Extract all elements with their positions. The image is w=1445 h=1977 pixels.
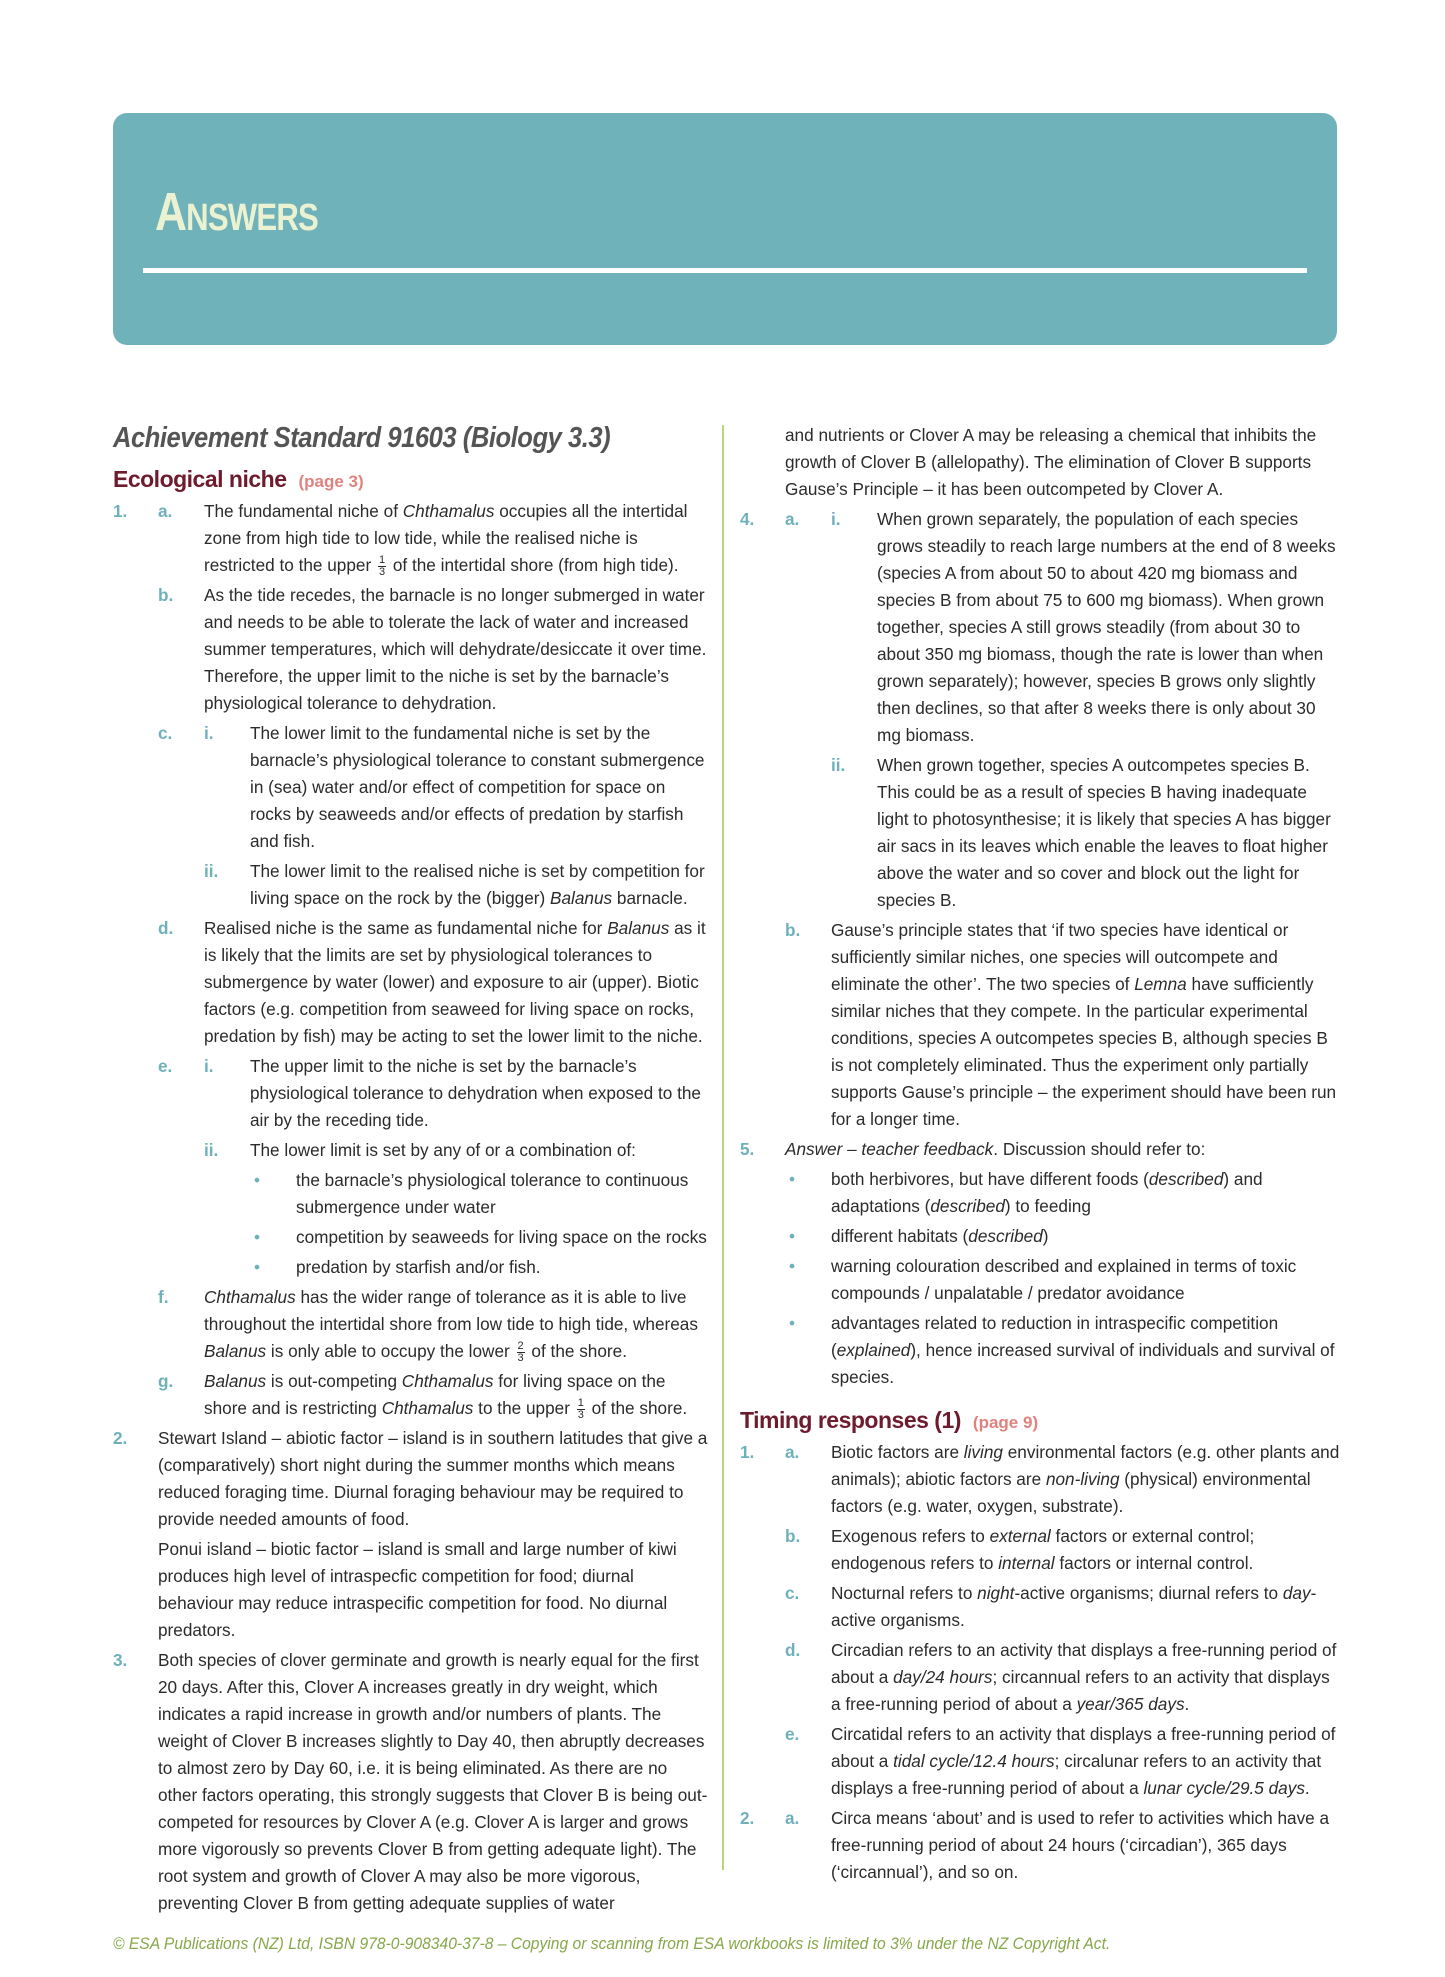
- timing-answer-1a: [740, 1439, 1340, 1520]
- answer-5: [740, 1136, 1340, 1163]
- subpart-label: ii.: [204, 1140, 219, 1160]
- answer-4b: [785, 917, 1340, 1133]
- answer-1d: [158, 915, 711, 1050]
- right-column: [740, 422, 1340, 1889]
- timing-answer-1e: [785, 1721, 1340, 1802]
- page-ref: (page 3): [298, 472, 364, 491]
- question-number: 1.: [740, 1442, 755, 1462]
- standard-title: Achievement Standard 91603 (Biology 3.3): [113, 422, 611, 454]
- answer-text: When grown separately, the population of each species grows steadily to reach large numbers at the end of 8 weeks (species A from about 50 to about 420 mg biomass and species B from about 75 to 600 mg biomass). When grown together, species A still grows steadily (from about 30 to about 350 mg biomass, though the rate is lower than when grown separately); however, species B grows only slightly then declines, so that after 8 weeks there is only about 30 mg biomass.: [877, 509, 1336, 745]
- fraction: $\frac{2}{3}$: [517, 1339, 524, 1364]
- bullet-text: predation by starfish and/or fish.: [296, 1257, 541, 1277]
- answer-1e-i: [158, 1053, 711, 1134]
- answer-text: Nocturnal refers to night-active organisms; diurnal refers to day-active organisms.: [831, 1583, 1317, 1630]
- section-title-ecological-niche: [113, 464, 711, 497]
- answer-text: Circa means ‘about’ and is used to refer to activities which have a free-running period of about 24 hours (‘circadian’), 365 days (‘circannual’), and so on.: [831, 1808, 1330, 1882]
- bullet-item: [785, 1223, 1340, 1250]
- subpart-label: i.: [204, 1056, 214, 1076]
- answer-text: Ponui island – biotic factor – island is small and large number of kiwi produces high level of intraspecfic competition for food; diurnal behaviour may reduce intraspecific competition for food. No diurnal predators.: [158, 1539, 677, 1640]
- bullet-item: [785, 1310, 1340, 1391]
- answer-text: The upper limit to the niche is set by the barnacle’s physiological tolerance to dehydration when exposed to the air by the receding tide.: [250, 1056, 701, 1130]
- part-label: a.: [785, 509, 800, 529]
- answer-text: The fundamental niche of Chthamalus occupies all the intertidal zone from high tide to low tide, while the realised niche is restricted to the upper $\frac{1}{3}$ of the intertidal shore (from high tide).: [204, 501, 688, 578]
- bullet-icon: •: [789, 1226, 796, 1246]
- column-divider: [722, 425, 724, 1870]
- bullet-item: [785, 1166, 1340, 1220]
- answer-text: When grown together, species A outcompetes species B. This could be as a result of species B having inadequate light to photosynthesise; it is likely that species A has bigger air sacs in its leaves which enable the leaves to float higher above the water and so cover and block out the light for species B.: [877, 755, 1331, 910]
- answer-4a-ii: [831, 752, 1340, 914]
- bullet-text: advantages related to reduction in intraspecific competition (explained), hence increased survival of individuals and survival of species.: [831, 1313, 1335, 1387]
- answer-text: Biotic factors are living environmental factors (e.g. other plants and animals); abiotic factors are non-living (physical) environmental factors (e.g. water, oxygen, substrate).: [831, 1442, 1340, 1516]
- answer-text: Stewart Island – abiotic factor – island is in southern latitudes that give a (comparatively) short night during the summer months which means reduced foraging time. Diurnal foraging behaviour may be required to provide needed amounts of food.: [158, 1428, 708, 1529]
- question-number: 3.: [113, 1650, 128, 1670]
- question-number: 4.: [740, 509, 755, 529]
- answer-1c-i: [158, 720, 711, 855]
- part-label: c.: [158, 723, 173, 743]
- part-label: b.: [158, 585, 174, 605]
- answer-text: Realised niche is the same as fundamental niche for Balanus as it is likely that the limits are set by physiological tolerances to submergence by water (lower) and exposure to air (upper). Biotic factors (e.g. competition from seaweed for living space on rocks, predation by fish) may be acting to set the lower limit to the niche.: [204, 918, 706, 1046]
- answer-text: Circadian refers to an activity that displays a free-running period of about a day/24 hours; circannual refers to an activity that displays a free-running period of about a year/365 days.: [831, 1640, 1337, 1714]
- timing-answer-1b: [785, 1523, 1340, 1577]
- answer-text: Circatidal refers to an activity that displays a free-running period of about a tidal cycle/12.4 hours; circalunar refers to an activity that displays a free-running period of about a lunar cycle/29.5 days.: [831, 1724, 1336, 1798]
- answer-text: Chthamalus has the wider range of tolerance as it is able to live throughout the intertidal shore from low tide to high tide, whereas Balanus is only able to occupy the lower $\frac{2}{3}$ of the shore.: [204, 1287, 698, 1364]
- subpart-label: ii.: [204, 861, 219, 881]
- answer-1a: [113, 498, 711, 579]
- timing-answer-2a: [740, 1805, 1340, 1886]
- section-title-text: Timing responses (1): [740, 1407, 961, 1433]
- part-label: b.: [785, 920, 801, 940]
- part-label: b.: [785, 1526, 801, 1546]
- bullet-icon: •: [789, 1256, 796, 1276]
- answer-2: [113, 1425, 711, 1533]
- answer-1b: [158, 582, 711, 717]
- bullet-item: [250, 1224, 711, 1251]
- answer-1g: [158, 1368, 711, 1422]
- answer-3-continued: [785, 422, 1340, 503]
- answer-text: The lower limit to the fundamental niche is set by the barnacle’s physiological tolerance to constant submergence in (sea) water and/or effect of competition for space on rocks by seaweeds and/or effects of predation by starfish and fish.: [250, 723, 705, 851]
- bullet-item: [785, 1253, 1340, 1307]
- answer-text: As the tide recedes, the barnacle is no longer submerged in water and needs to be able to tolerate the lack of water and increased summer temperatures, which will dehydrate/desiccate it over time. Therefore, the upper limit to the niche is set by the barnacle’s physiological tolerance to dehydration.: [204, 585, 707, 713]
- answer-text: Balanus is out-competing Chthamalus for living space on the shore and is restricting Chthamalus to the upper $\frac{1}{3}$ of the shore.: [204, 1371, 688, 1421]
- timing-answer-1d: [785, 1637, 1340, 1718]
- fraction: $\frac{1}{3}$: [577, 1396, 584, 1421]
- subpart-label: ii.: [831, 755, 846, 775]
- answer-text: The lower limit to the realised niche is set by competition for living space on the rock by the (bigger) Balanus barnacle.: [250, 861, 705, 908]
- part-label: a.: [158, 501, 173, 521]
- fraction: $\frac{1}{3}$: [378, 553, 386, 578]
- answer-text: Gause’s principle states that ‘if two species have identical or sufficiently similar niches, one species will outcompete and eliminate the other’. The two species of Lemna have sufficiently similar niches that they compete. In the particular experimental conditions, species A outcompetes species B, although species B is not completely eliminated. Thus the experiment only partially supports Gause’s principle – the experiment should have been run for a longer time.: [831, 920, 1337, 1129]
- part-label: a.: [785, 1808, 800, 1828]
- left-column: [113, 420, 711, 1920]
- answer-text: Answer – teacher feedback. Discussion should refer to:: [785, 1139, 1206, 1159]
- answer-1f: [158, 1284, 711, 1365]
- question-number: 2.: [740, 1808, 755, 1828]
- part-label: e.: [158, 1056, 173, 1076]
- part-label: a.: [785, 1442, 800, 1462]
- part-label: d.: [158, 918, 174, 938]
- subpart-label: i.: [831, 509, 841, 529]
- part-label: d.: [785, 1640, 801, 1660]
- answer-1e-ii: [204, 1137, 711, 1164]
- question-number: 2.: [113, 1428, 128, 1448]
- bullet-icon: •: [254, 1227, 261, 1247]
- bullet-text: warning colouration described and explained in terms of toxic compounds / unpalatable / predator avoidance: [831, 1256, 1297, 1303]
- part-label: f.: [158, 1287, 169, 1307]
- bullet-text: different habitats (described): [831, 1226, 1049, 1246]
- page-ref: (page 9): [972, 1413, 1039, 1432]
- answer-2-para2: [158, 1536, 711, 1644]
- section-title-timing-responses: [740, 1405, 1340, 1438]
- bullet-item: [250, 1254, 711, 1281]
- answer-4a-i: [740, 506, 1340, 749]
- section-title-text: Ecological niche: [113, 466, 287, 492]
- bullet-text: the barnacle’s physiological tolerance to continuous submergence under water: [296, 1170, 689, 1217]
- answer-3: [113, 1647, 711, 1917]
- bullet-icon: •: [789, 1169, 796, 1189]
- answer-text: The lower limit is set by any of or a combination of:: [250, 1140, 636, 1160]
- part-label: g.: [158, 1371, 174, 1391]
- part-label: e.: [785, 1724, 800, 1744]
- answer-text: and nutrients or Clover A may be releasing a chemical that inhibits the growth of Clover B (allelopathy). The elimination of Clover B supports Gause’s Principle – it has been outcompeted by Clover A.: [785, 425, 1317, 499]
- bullet-text: competition by seaweeds for living space on the rocks: [296, 1227, 707, 1247]
- bullet-icon: •: [254, 1257, 261, 1277]
- question-number: 1.: [113, 501, 128, 521]
- bullet-item: [250, 1167, 711, 1221]
- banner-title: Answers: [155, 182, 319, 242]
- banner-rule: [143, 268, 1307, 273]
- bullet-icon: •: [254, 1170, 261, 1190]
- answers-banner: [113, 113, 1337, 345]
- answer-1c-ii: [204, 858, 711, 912]
- part-label: c.: [785, 1583, 800, 1603]
- subpart-label: i.: [204, 723, 214, 743]
- copyright-footer: © ESA Publications (NZ) Ltd, ISBN 978-0-908340-37-8 – Copying or scanning from ESA workbooks is limited to 3% under the NZ Copyright Act.: [113, 1934, 1111, 1953]
- timing-answer-1c: [785, 1580, 1340, 1634]
- bullet-icon: •: [789, 1313, 796, 1333]
- bullet-text: both herbivores, but have different foods (described) and adaptations (described) to feeding: [831, 1169, 1263, 1216]
- question-number: 5.: [740, 1139, 755, 1159]
- answer-text: Both species of clover germinate and growth is nearly equal for the first 20 days. After this, Clover A increases greatly in dry weight, which indicates a rapid increase in growth and/or numbers of plants. The weight of Clover B increases slightly to Day 40, then abruptly decreases to almost zero by Day 60, i.e. it is being eliminated. As there are no other factors operating, this strongly suggests that Clover B is being out-competed for resources by Clover A (e.g. Clover A is larger and grows more vigorously so prevents Clover B from getting adequate light). The root system and growth of Clover A may also be more vigorous, preventing Clover B from getting adequate supplies of water: [158, 1650, 708, 1913]
- answer-text: Exogenous refers to external factors or external control; endogenous refers to internal factors or internal control.: [831, 1526, 1255, 1573]
